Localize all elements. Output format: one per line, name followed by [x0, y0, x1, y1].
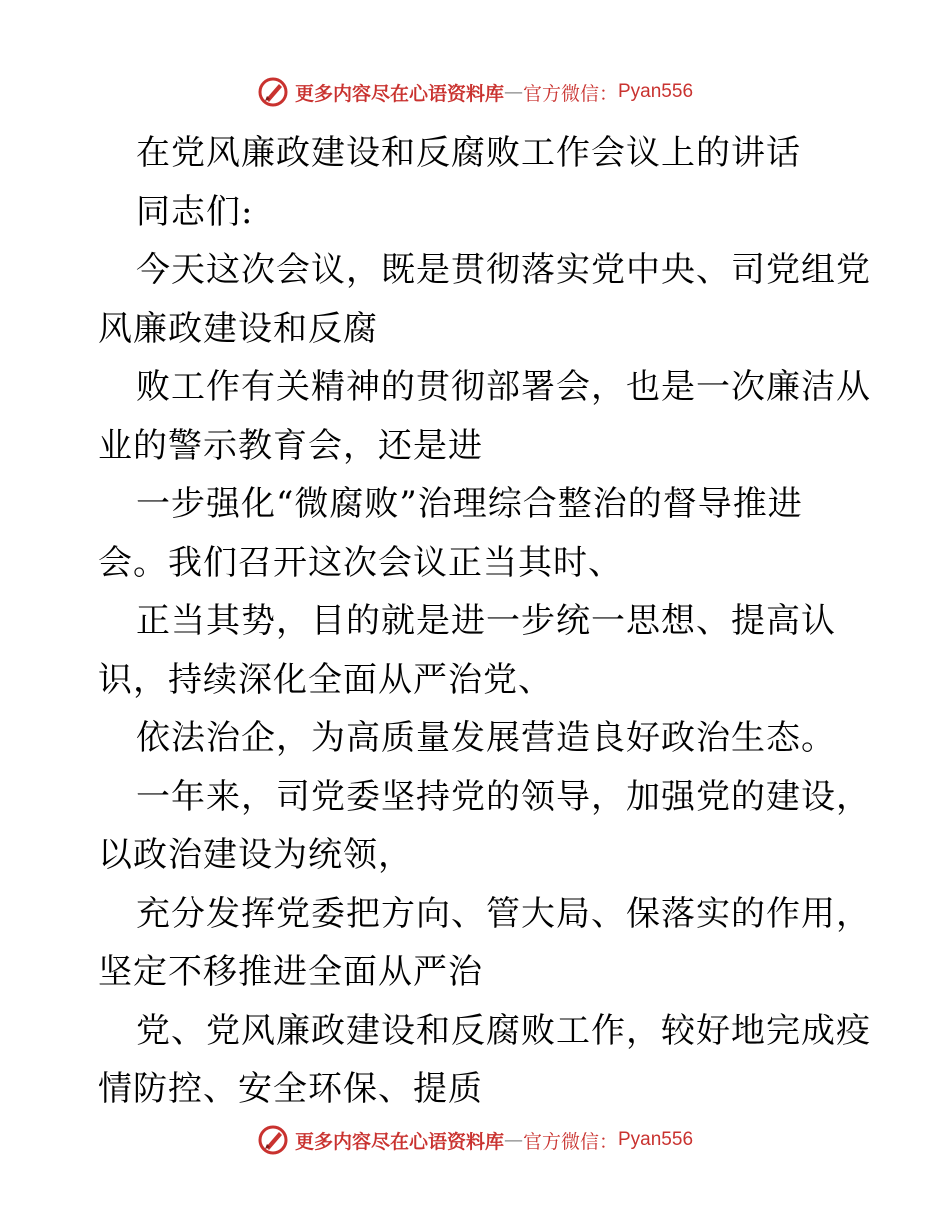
header-watermark	[0, 72, 950, 112]
watermark-wechat-id: Pyan556	[618, 81, 694, 102]
text-line: 情防控、安全环保、提质	[98, 1069, 483, 1109]
footer-watermark	[0, 1120, 950, 1160]
salutation: 同志们:	[136, 191, 254, 232]
watermark-wechat-id: Pyan556	[618, 1129, 694, 1150]
text-line: 正当其势，目的就是进一步统一思想、提高认	[136, 601, 836, 641]
text-line: 坚定不移推进全面从严治	[98, 952, 483, 992]
pen-logo-icon	[257, 1124, 289, 1156]
watermark-main-text: 更多内容尽在心语资料库	[294, 1130, 504, 1153]
text-line: 业的警示教育会，还是进	[98, 425, 483, 466]
text-line: 识，持续深化全面从严治党、	[98, 659, 553, 700]
text-line: 一年来，司党委坚持党的领导，加强党的建设，	[136, 776, 871, 817]
pen-logo-icon	[257, 76, 289, 108]
text-line: 充分发挥党委把方向、管大局、保落实的作用，	[136, 893, 871, 934]
text-line: 今天这次会议，既是贯彻落实党中央、司党组党	[136, 250, 871, 290]
text-line: 以政治建设为统领，	[98, 835, 413, 875]
document-title: 在党风廉政建设和反腐败工作会议上的讲话	[136, 133, 801, 173]
document-body	[98, 124, 871, 1119]
watermark-sub-text: 官方微信：	[522, 1130, 618, 1153]
text-line: 会。我们召开这次会议正当其时、	[98, 542, 623, 583]
text-line: 依法治企，为高质量发展营造良好政治生态。	[136, 718, 836, 758]
watermark-dash: —	[503, 81, 523, 103]
text-line: 党、党风廉政建设和反腐败工作，较好地完成疫	[136, 1010, 871, 1051]
watermark-main-text: 更多内容尽在心语资料库	[294, 82, 504, 105]
text-line: 败工作有关精神的贯彻部署会，也是一次廉洁从	[136, 367, 871, 407]
text-line: 风廉政建设和反腐	[98, 308, 378, 349]
text-line: 一步强化“微腐败”治理综合整治的督导推进	[136, 484, 803, 524]
watermark-dash: —	[503, 1129, 523, 1151]
watermark-sub-text: 官方微信：	[522, 82, 618, 105]
